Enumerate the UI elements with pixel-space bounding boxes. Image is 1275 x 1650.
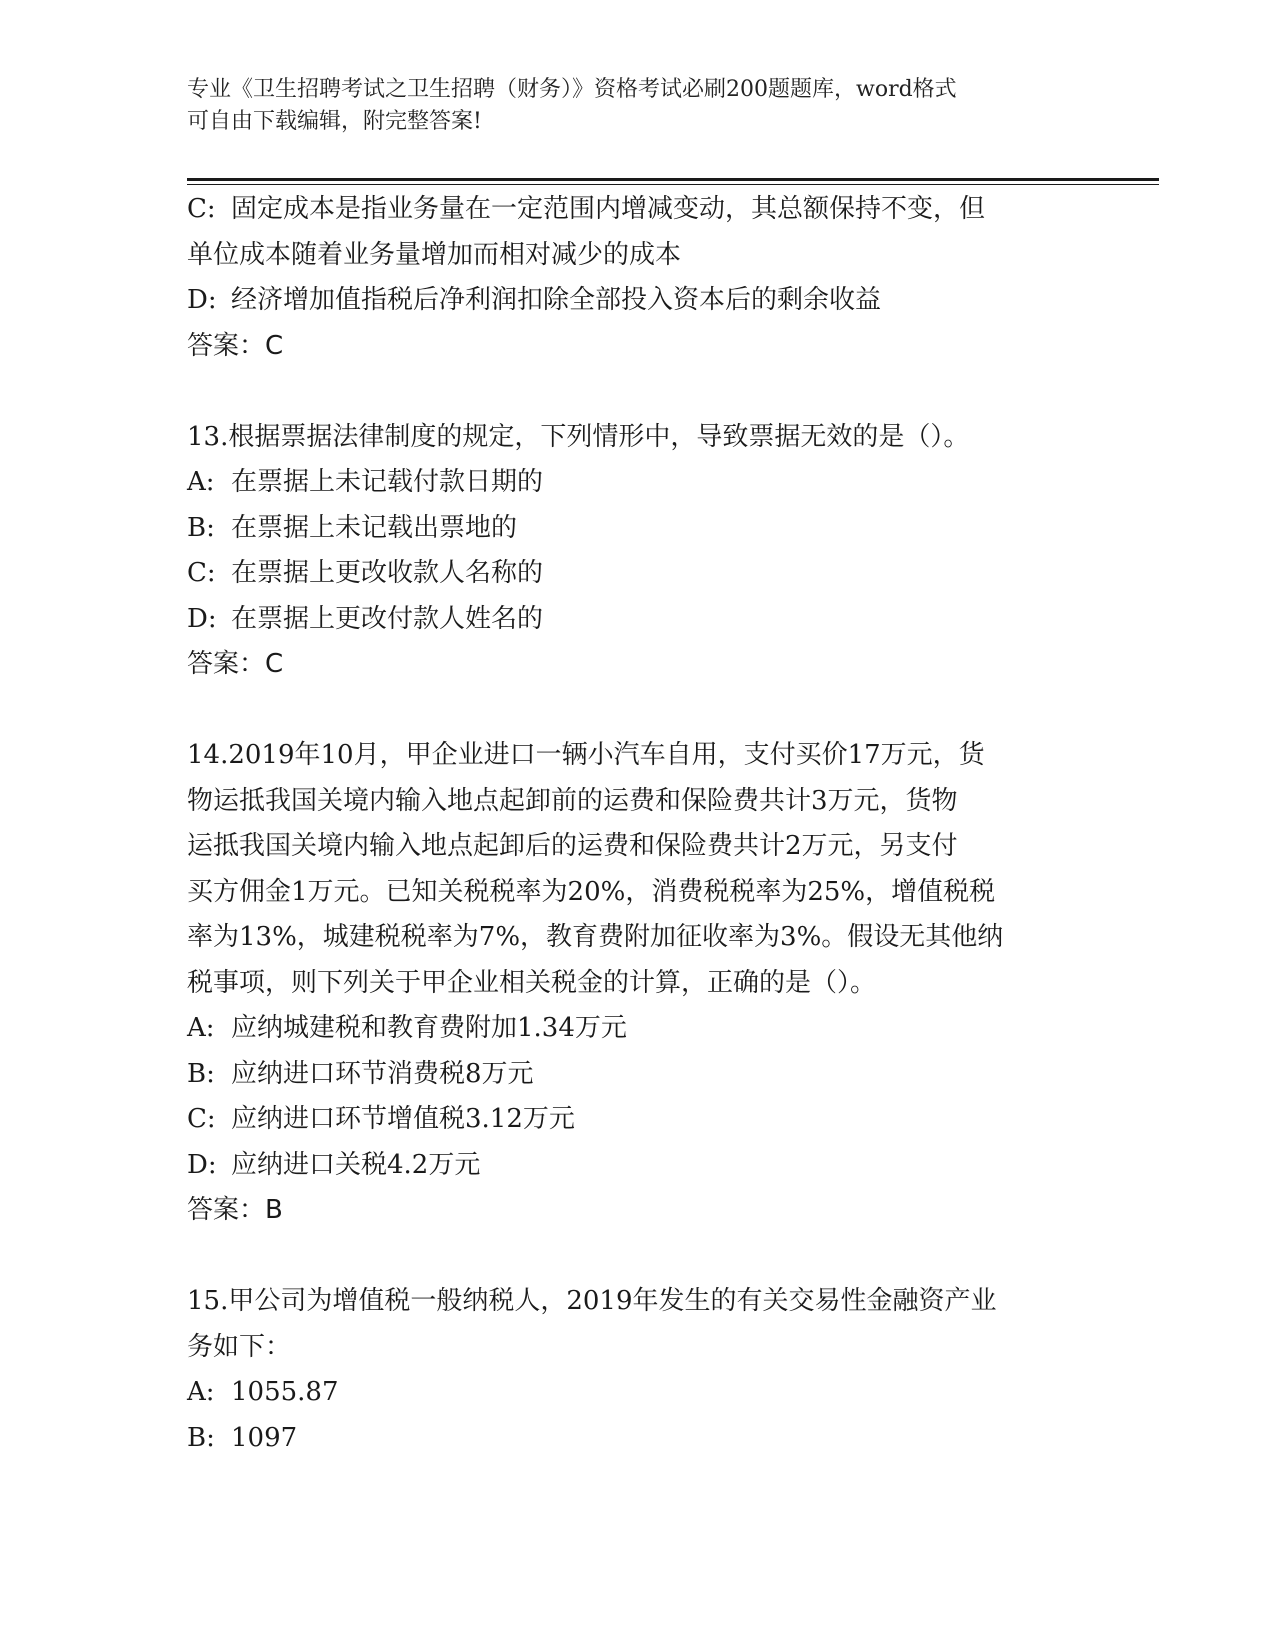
header-line-2: 可自由下载编辑，附完整答案!	[187, 109, 482, 134]
option-label: A:	[187, 1013, 215, 1043]
question-stem-line: 物运抵我国关境内输入地点起卸前的运费和保险费共计3万元，货物	[187, 785, 958, 816]
option-label: B:	[187, 512, 215, 543]
answer-12: 答案：C	[187, 330, 284, 361]
spacer	[187, 369, 1087, 415]
question-stem-line: 率为13%，城建税税率为7%，教育费附加征收率为3%。假设无其他纳	[187, 922, 1004, 952]
question-14	[187, 733, 1087, 1234]
option-b	[187, 1416, 1087, 1462]
option-label: C:	[187, 1104, 216, 1134]
option-text: 1097	[231, 1422, 298, 1453]
option-text: 在票据上未记载付款日期的	[231, 467, 544, 497]
question-stem-line: 税事项，则下列关于甲企业相关税金的计算，正确的是（）。	[187, 967, 877, 998]
option-label: C:	[187, 194, 216, 224]
option-label: A:	[187, 1377, 215, 1407]
option-text: 经济增加值指税后净利润扣除全部投入资本后的剩余收益	[231, 285, 882, 315]
option-text: 应纳进口环节增值税3.12万元	[231, 1104, 575, 1134]
option-a	[187, 1006, 1087, 1052]
option-text: 1055.87	[231, 1377, 339, 1407]
option-label: D:	[187, 1149, 217, 1180]
option-label: A:	[187, 467, 215, 497]
option-text: 固定成本是指业务量在一定范围内增减变动，其总额保持不变，但	[231, 194, 986, 224]
question-stem-line: 买方佣金1万元。已知关税税率为20%，消费税税率为25%，增值税税	[187, 876, 996, 907]
option-text: 应纳进口关税4.2万元	[231, 1149, 481, 1180]
option-text: 应纳城建税和教育费附加1.34万元	[231, 1013, 627, 1043]
option-c	[187, 1097, 1087, 1143]
spacer	[187, 1234, 1087, 1280]
option-d	[187, 597, 1087, 643]
question-stem-line: 运抵我国关境内输入地点起卸后的运费和保险费共计2万元，另支付	[187, 831, 958, 861]
option-b	[187, 1052, 1087, 1098]
option-label: C:	[187, 558, 216, 588]
option-c-continued: 单位成本随着业务量增加而相对减少的成本	[187, 239, 682, 270]
option-label: B:	[187, 1422, 215, 1453]
document-body	[187, 187, 1087, 1461]
option-text: 应纳进口环节消费税8万元	[231, 1058, 534, 1089]
header-rule-thin	[187, 184, 1159, 185]
question-stem: 13.根据票据法律制度的规定，下列情形中，导致票据无效的是（）。	[187, 421, 970, 452]
option-label: D:	[187, 285, 217, 315]
option-d	[187, 1143, 1087, 1189]
option-a	[187, 1370, 1087, 1416]
question-13	[187, 415, 1087, 688]
document-header	[187, 74, 1077, 138]
question-stem-line: 务如下：	[187, 1331, 292, 1362]
question-15	[187, 1279, 1087, 1461]
header-line-1: 专业《卫生招聘考试之卫生招聘（财务）》资格考试必刷200题题库，word格式	[187, 77, 957, 102]
question-stem-line: 14.2019年10月，甲企业进口一辆小汽车自用，支付买价17万元，货	[187, 740, 985, 770]
option-a	[187, 460, 1087, 506]
option-label: D:	[187, 603, 217, 634]
option-text: 在票据上更改收款人名称的	[231, 558, 544, 588]
question-12-tail	[187, 187, 1087, 369]
answer-13: 答案：C	[187, 649, 284, 679]
header-rule-thick	[187, 178, 1159, 181]
option-b	[187, 506, 1087, 552]
answer-14: 答案：B	[187, 1195, 283, 1225]
question-stem-line: 15.甲公司为增值税一般纳税人，2019年发生的有关交易性金融资产业	[187, 1286, 997, 1316]
option-d	[187, 278, 1087, 324]
option-label: B:	[187, 1058, 215, 1089]
option-c	[187, 187, 1087, 233]
spacer	[187, 688, 1087, 734]
option-text: 在票据上更改付款人姓名的	[231, 603, 544, 634]
option-text: 在票据上未记载出票地的	[231, 512, 518, 543]
option-c	[187, 551, 1087, 597]
